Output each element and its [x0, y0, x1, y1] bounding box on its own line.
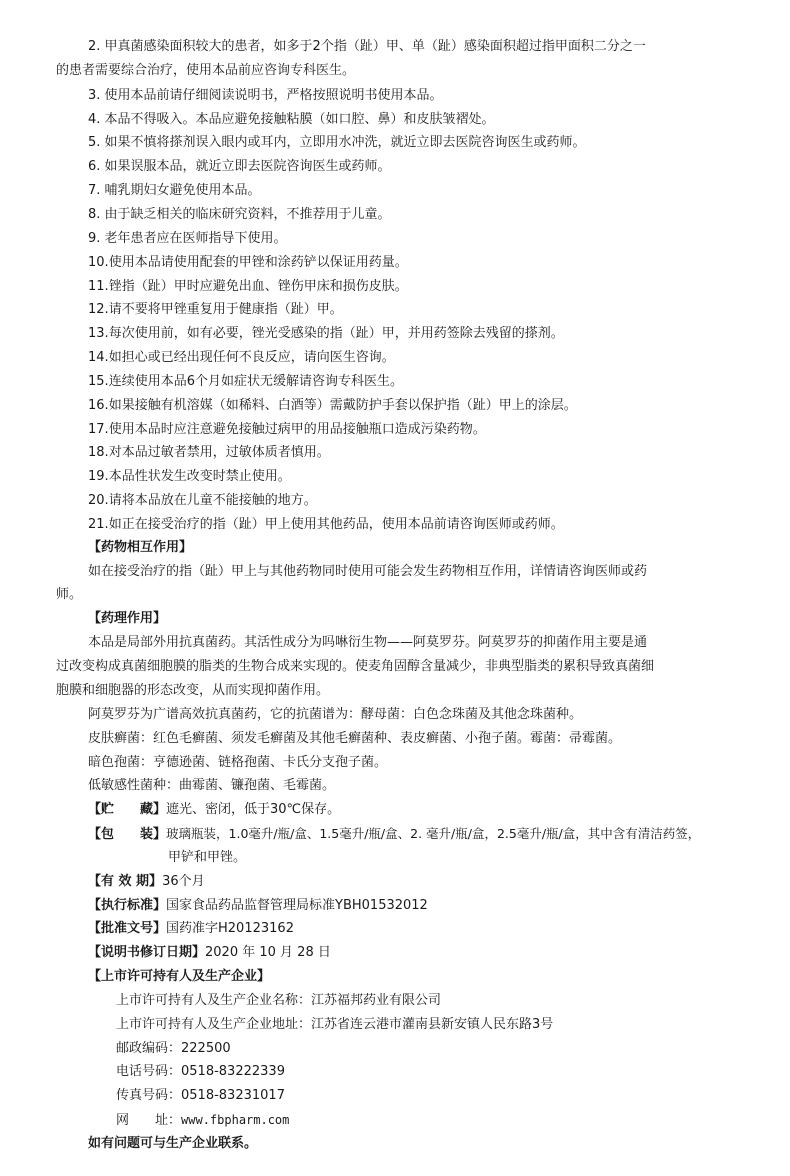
- item-text: 对本品过敏者禁用，过敏体质者慎用。: [108, 445, 330, 460]
- section-heading-interactions: 【药物相互作用】: [88, 540, 193, 555]
- package-row: [88, 825, 700, 844]
- validity-label: 【有 效 期】: [88, 874, 163, 889]
- precaution-item: [88, 87, 443, 105]
- holder-phone-row: [116, 1063, 285, 1081]
- holder-phone: 0518-83222339: [181, 1064, 285, 1079]
- holder-postcode-label: 邮政编码：: [116, 1041, 182, 1056]
- holder-postcode: 222500: [181, 1041, 231, 1056]
- precaution-item: [88, 492, 317, 510]
- item-number: 10.: [88, 255, 109, 270]
- interactions-text: 如在接受治疗的指（趾）甲上与其他药物同时使用可能会发生药物相互作用，详情请咨询医师或药: [88, 564, 648, 579]
- item-number: 5.: [88, 135, 101, 150]
- storage-row: [88, 801, 340, 819]
- holder-name: 江苏福邦药业有限公司: [311, 993, 442, 1008]
- item-text: 请不要将甲锉重复用于健康指（趾）甲。: [108, 302, 343, 317]
- item-number: 2.: [88, 39, 101, 54]
- package-value: 玻璃瓶装，1.0毫升/瓶/盒、1.5毫升/瓶/盒、2. 毫升/瓶/盒，2.5毫升/瓶/盒，其中含有清洁药签，: [166, 826, 701, 841]
- item-text: 使用本品前请仔细阅读说明书，严格按照说明书使用本品。: [104, 88, 443, 103]
- pharmacology-low-sensitivity: 低敏感性菌种：曲霉菌、镰孢菌、毛霉菌。: [88, 778, 336, 793]
- item-number: 13.: [88, 326, 109, 341]
- precaution-item-continuation: 的患者需要综合治疗，使用本品前应咨询专科医生。: [56, 63, 356, 78]
- revision-value: 2020 年 10 月 28 日: [205, 945, 331, 960]
- item-number: 11.: [88, 279, 109, 294]
- revision-row: [88, 944, 331, 962]
- item-number: 20.: [88, 493, 109, 508]
- item-text: 请将本品放在儿童不能接触的地方。: [108, 493, 317, 508]
- approval-value: 国药准字H20123162: [166, 921, 294, 936]
- item-text: 使用本品时应注意避免接触过病甲的用品接触瓶口造成污染药物。: [108, 422, 486, 437]
- precaution-item: [88, 254, 408, 272]
- item-text: 本品不得吸入。本品应避免接触粘膜（如口腔、鼻）和皮肤皱褶处。: [104, 112, 495, 127]
- approval-row: [88, 920, 294, 938]
- holder-phone-label: 电话号码：: [116, 1064, 182, 1079]
- holder-fax: 0518-83231017: [181, 1088, 285, 1103]
- precaution-item: [88, 468, 291, 486]
- interactions-text-cont: 师。: [56, 587, 83, 602]
- item-number: 9.: [88, 231, 101, 246]
- holder-address: 江苏省连云港市灌南县新安镇人民东路3号: [311, 1017, 554, 1032]
- validity-row: [88, 873, 205, 891]
- item-number: 19.: [88, 469, 109, 484]
- item-text: 如果误服本品，就近立即去医院咨询医生或药师。: [104, 159, 391, 174]
- footer-note: 如有问题可与生产企业联系。: [88, 1136, 258, 1151]
- item-text: 如正在接受治疗的指（趾）甲上使用其他药品，使用本品前请咨询医师或药师。: [108, 517, 564, 532]
- precaution-item: [88, 230, 287, 248]
- item-number: 15.: [88, 374, 109, 389]
- holder-fax-label: 传真号码：: [116, 1088, 182, 1103]
- holder-web-label: 网 址：: [116, 1113, 182, 1128]
- item-text: 锉指（趾）甲时应避免出血、锉伤甲床和损伤皮肤。: [108, 279, 408, 294]
- precaution-item: [88, 301, 343, 319]
- section-heading-pharmacology: 【药理作用】: [88, 611, 167, 626]
- precaution-item: [88, 397, 577, 415]
- holder-web-row: [116, 1111, 289, 1130]
- holder-address-row: [116, 1016, 553, 1034]
- item-text: 由于缺乏相关的临床研究资料，不推荐用于儿童。: [104, 207, 391, 222]
- precaution-item: [88, 278, 408, 296]
- pharmacology-text: 胞膜和细胞器的形态改变，从而实现抑菌作用。: [56, 683, 330, 698]
- precaution-item: [88, 182, 261, 200]
- precaution-item: [88, 134, 586, 152]
- pharmacology-text: 过改变构成真菌细胞膜的脂类的生物合成来实现的。使麦角固醇含量减少，非典型脂类的累积导致真菌细: [56, 659, 655, 674]
- precaution-item: [88, 373, 403, 391]
- precaution-item: [88, 206, 391, 224]
- approval-label: 【批准文号】: [88, 921, 167, 936]
- package-label: 【包 装】: [88, 827, 167, 842]
- item-text: 如果接触有机溶媒（如稀料、白酒等）需戴防护手套以保护指（趾）甲上的涂层。: [108, 398, 577, 413]
- standard-label: 【执行标准】: [88, 898, 167, 913]
- holder-name-row: [116, 992, 441, 1010]
- item-number: 18.: [88, 445, 109, 460]
- holder-fax-row: [116, 1087, 285, 1105]
- item-text: 如果不慎将搽剂误入眼内或耳内，立即用水冲洗，就近立即去医院咨询医生或药师。: [104, 135, 586, 150]
- item-text: 使用本品请使用配套的甲锉和涂药铲以保证用药量。: [108, 255, 408, 270]
- item-number: 4.: [88, 112, 101, 127]
- precaution-item: [88, 111, 495, 129]
- item-number: 3.: [88, 88, 101, 103]
- standard-value: 国家食品药品监督管理局标准YBH01532012: [166, 898, 428, 913]
- holder-postcode-row: [116, 1040, 231, 1058]
- item-text: 每次使用前，如有必要，锉光受感染的指（趾）甲，并用药签除去残留的搽剂。: [108, 326, 564, 341]
- pharmacology-dematiaceous: 暗色孢菌：亨德逊菌、链格孢菌、卡氏分支孢子菌。: [88, 755, 388, 770]
- item-number: 8.: [88, 207, 101, 222]
- holder-web: www.fbpharm.com: [181, 1113, 290, 1127]
- pharmacology-spectrum: 阿莫罗芬为广谱高效抗真菌药，它的抗菌谱为：酵母菌：白色念珠菌及其他念珠菌种。: [88, 707, 583, 722]
- revision-label: 【说明书修订日期】: [88, 945, 206, 960]
- item-number: 6.: [88, 159, 101, 174]
- precaution-item: [88, 325, 564, 343]
- item-text: 连续使用本品6个月如症状无缓解请咨询专科医生。: [108, 374, 403, 389]
- precaution-item: [88, 349, 395, 367]
- item-text: 本品性状发生改变时禁止使用。: [108, 469, 291, 484]
- item-number: 14.: [88, 350, 109, 365]
- standard-row: [88, 897, 428, 915]
- pharmacology-text: 本品是局部外用抗真菌药。其活性成分为吗啉衍生物——阿莫罗芬。阿莫罗芬的抑菌作用主要是通: [88, 635, 648, 650]
- item-number: 7.: [88, 183, 101, 198]
- precaution-item: [88, 516, 564, 534]
- precaution-item: [88, 444, 330, 462]
- item-number: 17.: [88, 422, 109, 437]
- holder-name-label: 上市许可持有人及生产企业名称：: [116, 993, 312, 1008]
- precaution-item: [88, 38, 646, 56]
- storage-value: 遮光、密闭，低于30℃保存。: [166, 802, 341, 817]
- item-text: 如担心或已经出现任何不良反应，请向医生咨询。: [108, 350, 395, 365]
- package-value-cont: 甲铲和甲锉。: [168, 850, 247, 865]
- validity-value: 36个月: [162, 874, 205, 889]
- precaution-item: [88, 158, 391, 176]
- item-number: 21.: [88, 517, 109, 532]
- item-number: 12.: [88, 302, 109, 317]
- item-text: 哺乳期妇女避免使用本品。: [104, 183, 261, 198]
- item-text: 甲真菌感染面积较大的患者，如多于2个指（趾）甲、单（趾）感染面积超过指甲面积二分之一: [104, 39, 646, 54]
- item-text: 老年患者应在医师指导下使用。: [104, 231, 287, 246]
- storage-label: 【贮 藏】: [88, 802, 167, 817]
- item-number: 16.: [88, 398, 109, 413]
- pharmacology-dermatophytes: 皮肤癣菌：红色毛癣菌、须发毛癣菌及其他毛癣菌种、表皮癣菌、小孢子菌。霉菌：帚霉菌。: [88, 731, 622, 746]
- holder-address-label: 上市许可持有人及生产企业地址：: [116, 1017, 312, 1032]
- precaution-item: [88, 421, 486, 439]
- section-heading-holder: 【上市许可持有人及生产企业】: [88, 969, 271, 984]
